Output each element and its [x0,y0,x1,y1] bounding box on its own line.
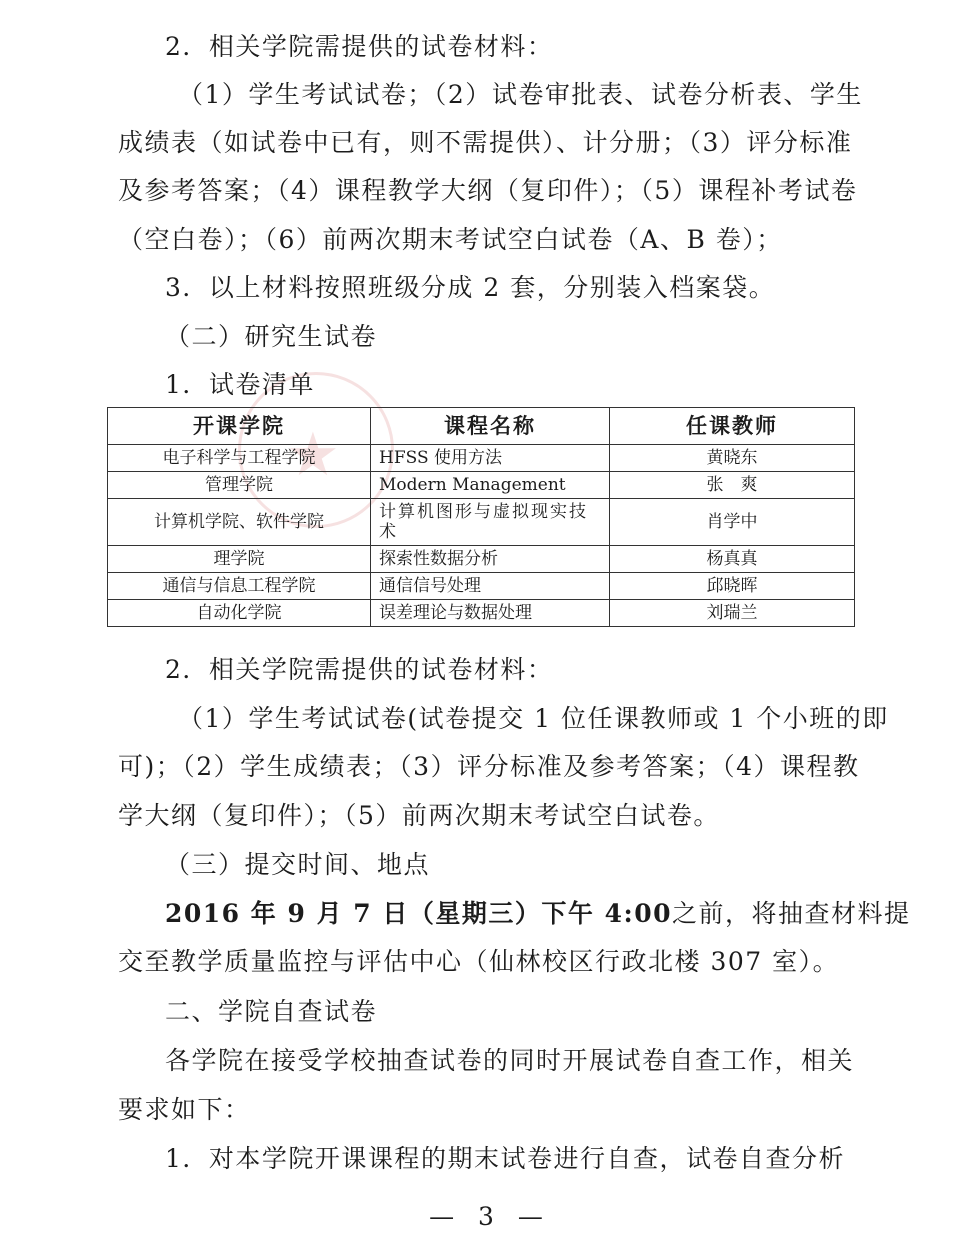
header-teacher: 任课教师 [610,408,855,445]
text-line [165,898,911,930]
text-line: 学大纲（复印件）；（5）前两次期末考试空白试卷。 [118,801,720,830]
text-line: （空白卷）；（6）前两次期末考试空白试卷（A、B 卷）； [118,225,783,254]
exam-list-table [107,407,855,627]
deadline-rest-text: 之前，将抽查材料提 [672,899,911,928]
text-line: 2．相关学院需提供的试卷材料： [165,32,554,61]
text-line: 交至教学质量监控与评估中心（仙林校区行政北楼 307 室）。 [118,947,840,976]
section-heading: （二）研究生试卷 [165,322,378,351]
text-line: 可)；（2）学生成绩表；（3）评分标准及参考答案；（4）课程教 [118,752,860,781]
cell-course: 探索性数据分析 [371,546,610,573]
text-line: 要求如下： [118,1095,251,1124]
text-line: 及参考答案；（4）课程教学大纲（复印件）；（5）课程补考试卷 [118,176,858,205]
table-header-row [108,408,855,445]
cell-college: 计算机学院、软件学院 [108,499,371,546]
cell-college: 电子科学与工程学院 [108,445,371,472]
text-line: （1）学生考试试卷；（2）试卷审批表、试卷分析表、学生 [178,80,863,109]
cell-college: 理学院 [108,546,371,573]
cell-course: Modern Management [371,472,610,499]
table-row [108,472,855,499]
cell-college: 自动化学院 [108,600,371,627]
text-line: 3．以上材料按照班级分成 2 套，分别装入档案袋。 [165,273,776,302]
cell-teacher: 张 爽 [610,472,855,499]
header-college: 开课学院 [108,408,371,445]
text-line: 成绩表（如试卷中已有，则不需提供）、计分册；（3）评分标准 [118,128,853,157]
section-heading: 二、学院自查试卷 [165,997,378,1026]
text-line: （1）学生考试试卷(试卷提交 1 位任课教师或 1 个小班的即 [178,704,889,733]
table-row [108,499,855,546]
cell-course: HFSS 使用方法 [371,445,610,472]
cell-course: 计算机图形与虚拟现实技术 [371,499,610,546]
cell-teacher: 杨真真 [610,546,855,573]
cell-teacher: 黄晓东 [610,445,855,472]
page-number: — 3 — [429,1202,551,1231]
table-row [108,445,855,472]
cell-college: 通信与信息工程学院 [108,573,371,600]
text-line: 1．对本学院开课课程的期末试卷进行自查，试卷自查分析 [165,1144,845,1173]
cell-course: 误差理论与数据处理 [371,600,610,627]
table-row [108,600,855,627]
table-row [108,573,855,600]
cell-teacher: 刘瑞兰 [610,600,855,627]
subsection-heading: 1．试卷清单 [165,370,315,399]
cell-course: 通信信号处理 [371,573,610,600]
cell-teacher: 肖学中 [610,499,855,546]
deadline-bold-text: 2016 年 9 月 7 日（星期三）下午 4:00 [165,899,673,928]
cell-teacher: 邱晓晖 [610,573,855,600]
section-heading: （三）提交时间、地点 [165,850,431,879]
header-course: 课程名称 [371,408,610,445]
table-row [108,546,855,573]
cell-college: 管理学院 [108,472,371,499]
text-line: 2．相关学院需提供的试卷材料： [165,655,554,684]
text-line: 各学院在接受学校抽查试卷的同时开展试卷自查工作，相关 [165,1046,855,1075]
red-seal-stamp: ★ [238,372,394,528]
